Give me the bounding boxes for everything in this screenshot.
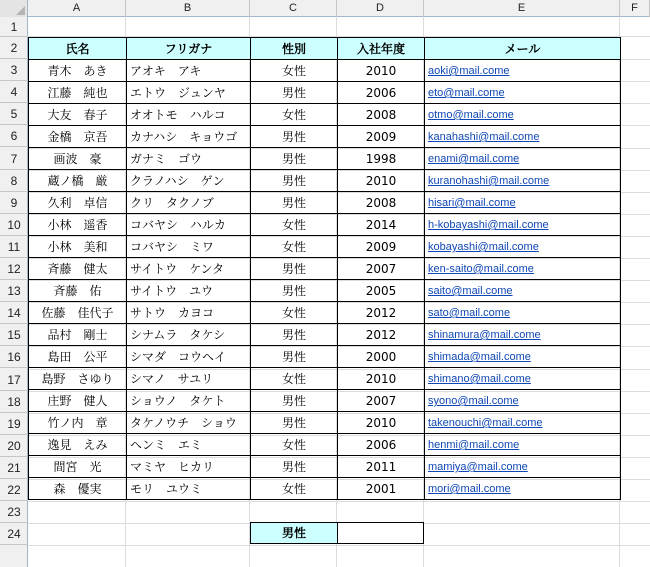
name-cell[interactable]: 青木 あき	[29, 60, 127, 82]
email-link[interactable]: mori@mail.come	[428, 483, 511, 495]
table-row	[29, 302, 621, 324]
sex-cell[interactable]: 女性	[251, 236, 338, 258]
row-header-22[interactable]: 22	[0, 479, 28, 501]
furigana-cell[interactable]: カナハシ キョウゴ	[127, 126, 251, 148]
table-row	[29, 192, 621, 214]
sex-cell[interactable]: 男性	[251, 148, 338, 170]
column-header-bar	[0, 0, 650, 17]
row-header-17[interactable]: 17	[0, 369, 28, 391]
email-cell[interactable]	[425, 302, 621, 324]
email-link[interactable]: otmo@mail.come	[428, 109, 514, 121]
table-row	[29, 280, 621, 302]
email-cell[interactable]	[425, 390, 621, 412]
furigana-cell[interactable]: クラノハシ ゲン	[127, 170, 251, 192]
name-cell[interactable]: 逸見 えみ	[29, 434, 127, 456]
row-header-21[interactable]: 21	[0, 457, 28, 479]
table-row	[29, 60, 621, 82]
sex-cell[interactable]: 男性	[251, 192, 338, 214]
sex-cell[interactable]: 男性	[251, 82, 338, 104]
name-cell[interactable]: 画波 豪	[29, 148, 127, 170]
header-name-cell[interactable]: 氏名	[29, 38, 127, 60]
email-cell[interactable]	[425, 324, 621, 346]
table-row	[29, 170, 621, 192]
email-link[interactable]: takenouchi@mail.come	[428, 417, 543, 429]
email-link[interactable]: shimada@mail.come	[428, 351, 531, 363]
sex-cell[interactable]: 女性	[251, 104, 338, 126]
table-row	[29, 258, 621, 280]
column-header-f[interactable]: F	[620, 0, 650, 17]
row-header-16[interactable]: 16	[0, 346, 28, 368]
furigana-cell[interactable]: シマダ コウヘイ	[127, 346, 251, 368]
email-link[interactable]: shimano@mail.come	[428, 373, 531, 385]
year-cell[interactable]: 2005	[338, 280, 425, 302]
email-link[interactable]: enami@mail.come	[428, 153, 520, 165]
email-cell[interactable]	[425, 258, 621, 280]
email-cell[interactable]	[425, 170, 621, 192]
row-header-24[interactable]: 24	[0, 523, 28, 545]
table-row	[29, 126, 621, 148]
year-cell[interactable]: 1998	[338, 148, 425, 170]
row-header-19[interactable]: 19	[0, 413, 28, 435]
table-row	[29, 434, 621, 456]
header-sex-cell[interactable]: 性別	[251, 38, 338, 60]
email-link[interactable]: shinamura@mail.come	[428, 329, 541, 341]
email-link[interactable]: syono@mail.come	[428, 395, 519, 407]
table-row	[29, 346, 621, 368]
name-cell[interactable]: 間宮 光	[29, 456, 127, 478]
row-header-8[interactable]: 8	[0, 170, 28, 192]
furigana-cell[interactable]: シマノ サユリ	[127, 368, 251, 390]
table-row	[29, 236, 621, 258]
header-furigana-cell[interactable]: フリガナ	[127, 38, 251, 60]
year-cell[interactable]: 2011	[338, 456, 425, 478]
year-cell[interactable]: 2012	[338, 324, 425, 346]
sex-cell[interactable]: 男性	[251, 258, 338, 280]
year-cell[interactable]: 2006	[338, 82, 425, 104]
name-cell[interactable]: 久利 卓信	[29, 192, 127, 214]
year-cell[interactable]: 2010	[338, 170, 425, 192]
year-cell[interactable]: 2006	[338, 434, 425, 456]
row-header-5[interactable]: 5	[0, 103, 28, 125]
column-header-a[interactable]: A	[28, 0, 126, 17]
name-cell[interactable]: 島田 公平	[29, 346, 127, 368]
column-header-b[interactable]: B	[126, 0, 250, 17]
name-cell[interactable]: 江藤 純也	[29, 82, 127, 104]
name-cell[interactable]: 小林 遥香	[29, 214, 127, 236]
name-cell[interactable]: 斉藤 佑	[29, 280, 127, 302]
column-header-d[interactable]: D	[337, 0, 424, 17]
year-cell[interactable]: 2001	[338, 478, 425, 500]
email-link[interactable]: sato@mail.come	[428, 307, 511, 319]
email-cell[interactable]	[425, 346, 621, 368]
email-cell[interactable]	[425, 60, 621, 82]
gridline-horizontal	[28, 545, 650, 546]
row-header-2[interactable]: 2	[0, 37, 28, 59]
email-cell[interactable]	[425, 434, 621, 456]
furigana-cell[interactable]: サトウ カヨコ	[127, 302, 251, 324]
column-header-e[interactable]: E	[424, 0, 620, 17]
sex-cell[interactable]: 女性	[251, 434, 338, 456]
year-cell[interactable]: 2010	[338, 412, 425, 434]
year-cell[interactable]: 2000	[338, 346, 425, 368]
furigana-cell[interactable]: シナムラ タケシ	[127, 324, 251, 346]
row-header-bar	[0, 17, 28, 567]
summary-value-cell[interactable]	[337, 522, 424, 544]
name-cell[interactable]: 蔵ノ橋 厳	[29, 170, 127, 192]
email-cell[interactable]	[425, 192, 621, 214]
email-cell[interactable]	[425, 456, 621, 478]
furigana-cell[interactable]: ヘンミ エミ	[127, 434, 251, 456]
furigana-cell[interactable]: コバヤシ ハルカ	[127, 214, 251, 236]
sex-cell[interactable]: 男性	[251, 390, 338, 412]
sex-cell[interactable]: 男性	[251, 126, 338, 148]
email-cell[interactable]	[425, 126, 621, 148]
email-link[interactable]: aoki@mail.come	[428, 65, 510, 77]
year-cell[interactable]: 2007	[338, 258, 425, 280]
year-cell[interactable]: 2010	[338, 60, 425, 82]
table-header-row	[29, 38, 621, 60]
sex-cell[interactable]: 女性	[251, 478, 338, 500]
table-row	[29, 456, 621, 478]
furigana-cell[interactable]: サイトウ ケンタ	[127, 258, 251, 280]
name-cell[interactable]: 小林 美和	[29, 236, 127, 258]
year-cell[interactable]: 2008	[338, 104, 425, 126]
column-header-c[interactable]: C	[250, 0, 337, 17]
row-header-13[interactable]: 13	[0, 280, 28, 302]
email-link[interactable]: saito@mail.come	[428, 285, 513, 297]
name-cell[interactable]: 竹ノ内 章	[29, 412, 127, 434]
header-year-cell[interactable]: 入社年度	[338, 38, 425, 60]
furigana-cell[interactable]: ショウノ タケト	[127, 390, 251, 412]
furigana-cell[interactable]: マミヤ ヒカリ	[127, 456, 251, 478]
table-row	[29, 412, 621, 434]
email-link[interactable]: hisari@mail.come	[428, 197, 516, 209]
sex-cell[interactable]: 男性	[251, 170, 338, 192]
row-header-11[interactable]: 11	[0, 236, 28, 258]
email-cell[interactable]	[425, 280, 621, 302]
sex-cell[interactable]: 女性	[251, 60, 338, 82]
email-cell[interactable]	[425, 368, 621, 390]
email-link[interactable]: h-kobayashi@mail.come	[428, 219, 549, 231]
furigana-cell[interactable]: サイトウ ユウ	[127, 280, 251, 302]
furigana-cell[interactable]: アオキ アキ	[127, 60, 251, 82]
furigana-cell[interactable]: タケノウチ ショウ	[127, 412, 251, 434]
furigana-cell[interactable]: モリ ユウミ	[127, 478, 251, 500]
furigana-cell[interactable]: オオトモ ハルコ	[127, 104, 251, 126]
row-header-12[interactable]: 12	[0, 258, 28, 280]
year-cell[interactable]: 2012	[338, 302, 425, 324]
email-cell[interactable]	[425, 412, 621, 434]
sex-cell[interactable]: 男性	[251, 456, 338, 478]
table-row	[29, 390, 621, 412]
year-cell[interactable]: 2014	[338, 214, 425, 236]
name-cell[interactable]: 佐藤 佳代子	[29, 302, 127, 324]
email-link[interactable]: kobayashi@mail.come	[428, 241, 539, 253]
name-cell[interactable]: 庄野 健人	[29, 390, 127, 412]
name-cell[interactable]: 大友 春子	[29, 104, 127, 126]
name-cell[interactable]: 斉藤 健太	[29, 258, 127, 280]
sex-cell[interactable]: 女性	[251, 368, 338, 390]
name-cell[interactable]: 森 優実	[29, 478, 127, 500]
email-link[interactable]: henmi@mail.come	[428, 439, 520, 451]
row-header-23[interactable]: 23	[0, 501, 28, 523]
email-cell[interactable]	[425, 104, 621, 126]
table-row	[29, 104, 621, 126]
furigana-cell[interactable]: ガナミ ゴウ	[127, 148, 251, 170]
sex-cell[interactable]: 男性	[251, 280, 338, 302]
row-header-10[interactable]: 10	[0, 214, 28, 236]
table-row	[29, 148, 621, 170]
year-cell[interactable]: 2009	[338, 236, 425, 258]
email-link[interactable]: eto@mail.come	[428, 87, 505, 99]
table-row	[29, 324, 621, 346]
sex-cell[interactable]: 女性	[251, 214, 338, 236]
table-row	[29, 478, 621, 500]
sex-cell[interactable]: 男性	[251, 324, 338, 346]
row-header-20[interactable]: 20	[0, 435, 28, 457]
row-header-15[interactable]: 15	[0, 324, 28, 346]
row-header-9[interactable]: 9	[0, 192, 28, 214]
row-header-7[interactable]: 7	[0, 148, 28, 170]
email-cell[interactable]	[425, 82, 621, 104]
select-all-button[interactable]	[0, 0, 28, 17]
year-cell[interactable]: 2009	[338, 126, 425, 148]
row-header-1[interactable]: 1	[0, 17, 28, 37]
row-header-6[interactable]: 6	[0, 125, 28, 147]
row-header-18[interactable]: 18	[0, 391, 28, 413]
year-cell[interactable]: 2007	[338, 390, 425, 412]
sex-cell[interactable]: 男性	[251, 346, 338, 368]
table-row	[29, 82, 621, 104]
email-link[interactable]: kuranohashi@mail.come	[428, 175, 550, 187]
email-cell[interactable]	[425, 478, 621, 500]
gridline-horizontal	[28, 501, 650, 502]
email-link[interactable]: mamiya@mail.come	[428, 461, 528, 473]
name-cell[interactable]: 島野 さゆり	[29, 368, 127, 390]
year-cell[interactable]: 2008	[338, 192, 425, 214]
select-all-triangle-icon	[16, 6, 25, 15]
summary-label-cell[interactable]: 男性	[250, 522, 338, 544]
email-cell[interactable]	[425, 214, 621, 236]
header-email-cell[interactable]: メール	[425, 38, 621, 60]
name-cell[interactable]: 品村 剛士	[29, 324, 127, 346]
sex-cell[interactable]: 女性	[251, 302, 338, 324]
table-row	[29, 214, 621, 236]
furigana-cell[interactable]: エトウ ジュンヤ	[127, 82, 251, 104]
row-header-4[interactable]: 4	[0, 81, 28, 103]
email-link[interactable]: kanahashi@mail.come	[428, 131, 540, 143]
name-cell[interactable]: 金橋 京吾	[29, 126, 127, 148]
email-cell[interactable]	[425, 148, 621, 170]
row-header-14[interactable]: 14	[0, 302, 28, 324]
furigana-cell[interactable]: クリ タクノブ	[127, 192, 251, 214]
year-cell[interactable]: 2010	[338, 368, 425, 390]
email-link[interactable]: ken-saito@mail.come	[428, 263, 534, 275]
employee-table	[28, 37, 621, 500]
furigana-cell[interactable]: コバヤシ ミワ	[127, 236, 251, 258]
sex-cell[interactable]: 男性	[251, 412, 338, 434]
table-row	[29, 368, 621, 390]
email-cell[interactable]	[425, 236, 621, 258]
row-header-3[interactable]: 3	[0, 59, 28, 81]
